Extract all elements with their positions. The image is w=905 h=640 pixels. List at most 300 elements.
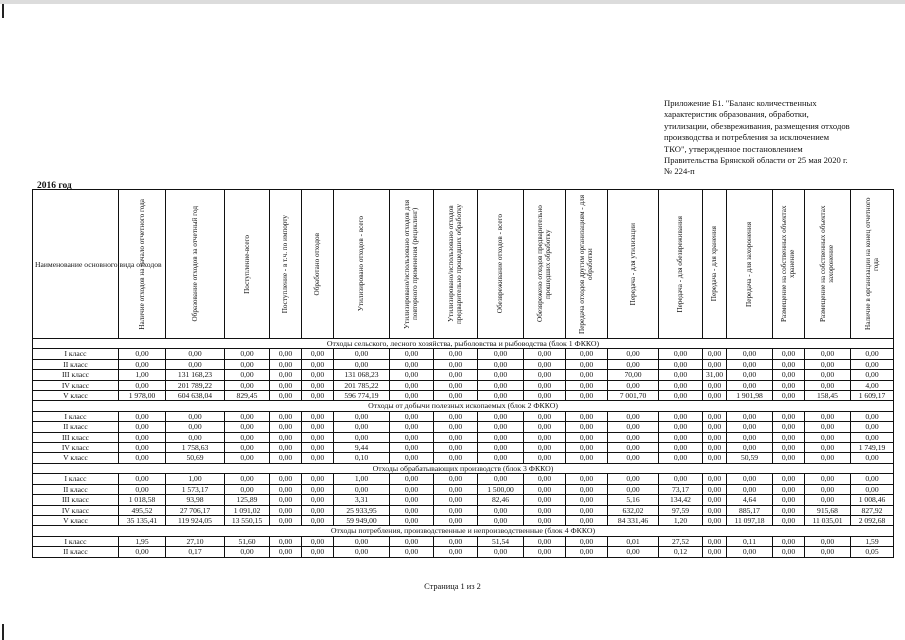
value-cell: 0,00 xyxy=(524,359,566,369)
table-row xyxy=(33,443,894,453)
value-cell: 0,00 xyxy=(390,370,434,380)
value-cell: 829,45 xyxy=(225,391,270,401)
value-cell: 0,00 xyxy=(805,536,851,546)
value-cell: 0,00 xyxy=(851,349,894,359)
table-row xyxy=(33,515,894,525)
value-cell: 0,00 xyxy=(566,536,608,546)
value-cell: 915,68 xyxy=(805,505,851,515)
hazard-class-cell: II класс xyxy=(33,547,119,557)
value-cell: 0,00 xyxy=(805,422,851,432)
value-cell: 82,46 xyxy=(478,495,524,505)
scan-mark-bottom xyxy=(2,624,4,640)
value-cell: 0,00 xyxy=(659,370,703,380)
hazard-class-cell: III класс xyxy=(33,432,119,442)
value-cell: 0,00 xyxy=(478,443,524,453)
value-cell: 0,00 xyxy=(805,349,851,359)
value-cell: 0,00 xyxy=(390,515,434,525)
value-cell: 0,00 xyxy=(566,432,608,442)
value-cell: 0,00 xyxy=(390,453,434,463)
value-cell: 0,00 xyxy=(478,515,524,525)
column-header xyxy=(805,190,851,339)
table-row xyxy=(33,484,894,494)
value-cell: 0,00 xyxy=(727,443,773,453)
value-cell: 0,00 xyxy=(434,495,478,505)
scan-top-edge xyxy=(0,0,905,4)
value-cell: 0,00 xyxy=(773,453,805,463)
column-header-text: Обезвреживание отходов - всего xyxy=(496,214,505,314)
column-header-text: Утилизировано/использовано отходов предварительно прошедших обработку xyxy=(447,204,464,324)
value-cell: 1,20 xyxy=(659,515,703,525)
value-cell: 0,00 xyxy=(608,411,659,421)
value-cell: 13 550,15 xyxy=(225,515,270,525)
block-title: Отходы обрабатывающих производств (блок 3 ФККО) xyxy=(33,463,894,473)
value-cell: 0,00 xyxy=(390,411,434,421)
value-cell: 1 018,58 xyxy=(119,495,166,505)
value-cell: 0,00 xyxy=(524,443,566,453)
value-cell: 0,00 xyxy=(302,484,334,494)
value-cell: 0,00 xyxy=(773,432,805,442)
value-cell: 0,00 xyxy=(270,495,302,505)
value-cell: 11 097,18 xyxy=(727,515,773,525)
appendix-line: утилизации, обезвреживания, размещения отходов xyxy=(664,120,850,131)
value-cell: 0,00 xyxy=(703,422,727,432)
value-cell: 73,17 xyxy=(659,484,703,494)
value-cell: 27,52 xyxy=(659,536,703,546)
value-cell: 0,00 xyxy=(225,443,270,453)
value-cell: 0,00 xyxy=(773,505,805,515)
value-cell: 0,00 xyxy=(478,505,524,515)
value-cell: 0,00 xyxy=(302,453,334,463)
column-header xyxy=(225,190,270,339)
block-title-row xyxy=(33,401,894,411)
value-cell: 495,52 xyxy=(119,505,166,515)
column-header-text: Передача отходов другим организациям - для обработки xyxy=(578,194,595,334)
value-cell: 131 068,23 xyxy=(334,370,390,380)
block-title: Отходы от добычи полезных ископаемых (блок 2 ФККО) xyxy=(33,401,894,411)
value-cell: 0,00 xyxy=(524,422,566,432)
value-cell: 0,00 xyxy=(566,505,608,515)
value-cell: 131 168,23 xyxy=(166,370,225,380)
hazard-class-cell: I класс xyxy=(33,474,119,484)
value-cell: 0,00 xyxy=(478,391,524,401)
value-cell: 0,00 xyxy=(805,370,851,380)
column-header-text: Передача - для обезвреживания xyxy=(676,215,685,313)
value-cell: 0,00 xyxy=(851,453,894,463)
value-cell: 0,00 xyxy=(659,359,703,369)
value-cell: 201 785,22 xyxy=(334,380,390,390)
value-cell: 0,00 xyxy=(270,359,302,369)
value-cell: 0,00 xyxy=(225,432,270,442)
value-cell: 1,00 xyxy=(334,474,390,484)
value-cell: 0,00 xyxy=(773,391,805,401)
block-title: Отходы потребления, производственные и непроизводственные (блок 4 ФККО) xyxy=(33,526,894,536)
value-cell: 0,00 xyxy=(703,411,727,421)
value-cell: 0,00 xyxy=(270,484,302,494)
value-cell: 9,44 xyxy=(334,443,390,453)
value-cell: 0,17 xyxy=(166,547,225,557)
hazard-class-cell: I класс xyxy=(33,411,119,421)
value-cell: 0,00 xyxy=(805,411,851,421)
value-cell: 0,00 xyxy=(566,411,608,421)
value-cell: 0,00 xyxy=(225,411,270,421)
value-cell: 0,00 xyxy=(119,432,166,442)
value-cell: 0,00 xyxy=(390,536,434,546)
value-cell: 0,00 xyxy=(225,349,270,359)
column-header xyxy=(434,190,478,339)
value-cell: 0,00 xyxy=(703,380,727,390)
value-cell: 0,00 xyxy=(703,536,727,546)
value-cell: 0,00 xyxy=(805,443,851,453)
value-cell: 0,00 xyxy=(773,474,805,484)
value-cell: 0,00 xyxy=(805,547,851,557)
value-cell: 0,00 xyxy=(659,391,703,401)
table-row xyxy=(33,422,894,432)
value-cell: 0,00 xyxy=(434,370,478,380)
value-cell: 0,00 xyxy=(773,443,805,453)
column-header xyxy=(659,190,703,339)
value-cell: 0,00 xyxy=(659,349,703,359)
value-cell: 0,00 xyxy=(390,474,434,484)
value-cell: 0,00 xyxy=(659,443,703,453)
value-cell: 0,00 xyxy=(434,349,478,359)
table-row xyxy=(33,432,894,442)
value-cell: 0,00 xyxy=(119,349,166,359)
value-cell: 0,00 xyxy=(566,370,608,380)
hazard-class-cell: IV класс xyxy=(33,443,119,453)
value-cell: 0,00 xyxy=(727,411,773,421)
value-cell: 0,00 xyxy=(390,432,434,442)
value-cell: 0,01 xyxy=(608,536,659,546)
value-cell: 1,00 xyxy=(166,474,225,484)
table-row xyxy=(33,505,894,515)
column-header xyxy=(566,190,608,339)
value-cell: 0,00 xyxy=(703,474,727,484)
hazard-class-cell: V класс xyxy=(33,391,119,401)
appendix-note xyxy=(664,98,874,178)
value-cell: 2 092,68 xyxy=(851,515,894,525)
value-cell: 7 001,70 xyxy=(608,391,659,401)
value-cell: 0,00 xyxy=(608,474,659,484)
value-cell: 0,00 xyxy=(659,422,703,432)
column-header xyxy=(302,190,334,339)
value-cell: 0,00 xyxy=(478,359,524,369)
value-cell: 0,00 xyxy=(773,495,805,505)
block-title-row xyxy=(33,339,894,349)
scan-mark-top xyxy=(2,4,4,18)
value-cell: 0,00 xyxy=(524,547,566,557)
value-cell: 0,00 xyxy=(608,380,659,390)
appendix-line: № 224-п xyxy=(664,166,695,177)
value-cell: 0,00 xyxy=(302,474,334,484)
value-cell: 0,00 xyxy=(524,411,566,421)
value-cell: 0,00 xyxy=(566,391,608,401)
value-cell: 0,00 xyxy=(703,453,727,463)
value-cell: 0,00 xyxy=(659,432,703,442)
value-cell: 0,00 xyxy=(119,411,166,421)
value-cell: 0,00 xyxy=(270,422,302,432)
appendix-line: Правительства Брянской области от 25 мая 2020 г. xyxy=(664,155,848,166)
value-cell: 0,00 xyxy=(851,432,894,442)
value-cell: 0,00 xyxy=(434,547,478,557)
value-cell: 0,00 xyxy=(302,380,334,390)
value-cell: 0,00 xyxy=(270,474,302,484)
value-cell: 0,00 xyxy=(805,432,851,442)
value-cell: 0,00 xyxy=(773,484,805,494)
value-cell: 0,00 xyxy=(434,515,478,525)
column-header xyxy=(727,190,773,339)
value-cell: 0,00 xyxy=(390,547,434,557)
value-cell: 0,00 xyxy=(166,349,225,359)
column-header-text: Размещение на собственных объектах захоронение xyxy=(819,205,836,323)
value-cell: 27 706,17 xyxy=(166,505,225,515)
hazard-class-cell: II класс xyxy=(33,359,119,369)
value-cell: 0,00 xyxy=(608,422,659,432)
value-cell: 1,00 xyxy=(119,370,166,380)
value-cell: 0,00 xyxy=(524,505,566,515)
value-cell: 0,00 xyxy=(119,380,166,390)
value-cell: 0,00 xyxy=(390,391,434,401)
value-cell: 0,00 xyxy=(608,443,659,453)
column-header xyxy=(478,190,524,339)
block-title-row xyxy=(33,463,894,473)
value-cell: 0,00 xyxy=(773,536,805,546)
value-cell: 0,00 xyxy=(703,495,727,505)
table-row xyxy=(33,536,894,546)
value-cell: 0,00 xyxy=(302,349,334,359)
value-cell: 0,00 xyxy=(225,380,270,390)
value-cell: 0,00 xyxy=(524,536,566,546)
value-cell: 0,00 xyxy=(566,380,608,390)
column-header-text: Образование отходов за отчетный год xyxy=(190,206,199,322)
hazard-class-cell: IV класс xyxy=(33,505,119,515)
value-cell: 0,00 xyxy=(302,422,334,432)
block-title: Отходы сельского, лесного хозяйства, рыболовства и рыбоводства (блок 1 ФККО) xyxy=(33,339,894,349)
value-cell: 0,00 xyxy=(566,515,608,525)
value-cell: 0,00 xyxy=(302,359,334,369)
value-cell: 0,00 xyxy=(805,380,851,390)
value-cell: 0,00 xyxy=(434,422,478,432)
value-cell: 0,00 xyxy=(773,380,805,390)
column-header-text: Поступление - в т.ч. по импорту xyxy=(281,214,290,314)
value-cell: 70,00 xyxy=(608,370,659,380)
column-header-name: Наименование основного вида отходов xyxy=(33,190,119,339)
value-cell: 0,00 xyxy=(478,411,524,421)
value-cell: 0,00 xyxy=(703,547,727,557)
value-cell: 0,00 xyxy=(270,536,302,546)
value-cell: 0,00 xyxy=(478,474,524,484)
value-cell: 0,00 xyxy=(851,359,894,369)
hazard-class-cell: I класс xyxy=(33,536,119,546)
column-header xyxy=(851,190,894,339)
column-header-text: Размещение на собственных объектах хранение xyxy=(780,205,797,323)
value-cell: 0,00 xyxy=(302,515,334,525)
value-cell: 59 949,00 xyxy=(334,515,390,525)
value-cell: 1 901,98 xyxy=(727,391,773,401)
value-cell: 0,00 xyxy=(225,547,270,557)
value-cell: 0,00 xyxy=(566,484,608,494)
value-cell: 0,00 xyxy=(334,359,390,369)
value-cell: 827,92 xyxy=(851,505,894,515)
value-cell: 0,10 xyxy=(334,453,390,463)
value-cell: 0,00 xyxy=(390,359,434,369)
value-cell: 0,00 xyxy=(703,432,727,442)
value-cell: 1 978,00 xyxy=(119,391,166,401)
balance-table xyxy=(32,189,894,558)
value-cell: 0,00 xyxy=(805,453,851,463)
hazard-class-cell: V класс xyxy=(33,453,119,463)
value-cell: 0,00 xyxy=(478,370,524,380)
value-cell: 0,00 xyxy=(566,495,608,505)
value-cell: 0,00 xyxy=(805,474,851,484)
value-cell: 0,00 xyxy=(703,515,727,525)
hazard-class-cell: III класс xyxy=(33,370,119,380)
value-cell: 0,00 xyxy=(119,359,166,369)
value-cell: 0,00 xyxy=(566,547,608,557)
page-footer: Страница 1 из 2 xyxy=(424,582,481,591)
table-row xyxy=(33,547,894,557)
value-cell: 0,00 xyxy=(225,422,270,432)
table-row xyxy=(33,411,894,421)
value-cell: 93,98 xyxy=(166,495,225,505)
value-cell: 0,00 xyxy=(608,349,659,359)
value-cell: 0,00 xyxy=(302,411,334,421)
appendix-line: характеристик образования, обработки, xyxy=(664,109,809,120)
value-cell: 0,00 xyxy=(434,536,478,546)
value-cell: 0,00 xyxy=(659,380,703,390)
value-cell: 0,12 xyxy=(659,547,703,557)
value-cell: 0,00 xyxy=(608,547,659,557)
column-header xyxy=(773,190,805,339)
value-cell: 0,00 xyxy=(524,349,566,359)
value-cell: 0,00 xyxy=(334,411,390,421)
column-header xyxy=(270,190,302,339)
value-cell: 0,00 xyxy=(608,359,659,369)
value-cell: 0,00 xyxy=(390,495,434,505)
value-cell: 0,05 xyxy=(851,547,894,557)
value-cell: 0,00 xyxy=(390,349,434,359)
table-row xyxy=(33,349,894,359)
value-cell: 0,00 xyxy=(851,370,894,380)
value-cell: 0,00 xyxy=(566,443,608,453)
value-cell: 0,00 xyxy=(566,349,608,359)
value-cell: 0,00 xyxy=(434,359,478,369)
value-cell: 31,00 xyxy=(703,370,727,380)
value-cell: 0,00 xyxy=(478,547,524,557)
value-cell: 0,00 xyxy=(225,474,270,484)
table-row xyxy=(33,380,894,390)
value-cell: 51,60 xyxy=(225,536,270,546)
value-cell: 0,00 xyxy=(270,515,302,525)
value-cell: 0,00 xyxy=(851,484,894,494)
value-cell: 0,00 xyxy=(703,349,727,359)
value-cell: 0,00 xyxy=(524,453,566,463)
value-cell: 27,10 xyxy=(166,536,225,546)
column-header-text: Наличие в организации на конец отчетного года xyxy=(863,197,880,331)
value-cell: 0,00 xyxy=(119,443,166,453)
value-cell: 0,00 xyxy=(270,547,302,557)
value-cell: 97,59 xyxy=(659,505,703,515)
value-cell: 201 789,22 xyxy=(166,380,225,390)
value-cell: 0,00 xyxy=(302,547,334,557)
value-cell: 0,00 xyxy=(805,359,851,369)
value-cell: 0,00 xyxy=(302,505,334,515)
hazard-class-cell: II класс xyxy=(33,422,119,432)
value-cell: 0,00 xyxy=(851,411,894,421)
value-cell: 1,95 xyxy=(119,536,166,546)
hazard-class-cell: II класс xyxy=(33,484,119,494)
hazard-class-cell: I класс xyxy=(33,349,119,359)
block-title-row xyxy=(33,526,894,536)
value-cell: 885,17 xyxy=(727,505,773,515)
value-cell: 0,00 xyxy=(166,432,225,442)
value-cell: 0,00 xyxy=(478,380,524,390)
value-cell: 1 500,00 xyxy=(478,484,524,494)
value-cell: 0,00 xyxy=(773,359,805,369)
value-cell: 0,00 xyxy=(773,370,805,380)
value-cell: 0,00 xyxy=(270,443,302,453)
value-cell: 0,00 xyxy=(851,422,894,432)
column-header xyxy=(608,190,659,339)
value-cell: 0,00 xyxy=(225,484,270,494)
value-cell: 0,00 xyxy=(302,391,334,401)
value-cell: 50,59 xyxy=(727,453,773,463)
table-row xyxy=(33,453,894,463)
value-cell: 1 758,63 xyxy=(166,443,225,453)
table-row xyxy=(33,495,894,505)
value-cell: 0,00 xyxy=(524,370,566,380)
value-cell: 0,00 xyxy=(659,411,703,421)
value-cell: 0,00 xyxy=(119,547,166,557)
column-header xyxy=(390,190,434,339)
value-cell: 0,00 xyxy=(166,359,225,369)
value-cell: 84 331,46 xyxy=(608,515,659,525)
value-cell: 0,00 xyxy=(119,474,166,484)
column-header-text: Утилизировано отходов - всего xyxy=(357,216,366,312)
value-cell: 119 924,05 xyxy=(166,515,225,525)
value-cell: 0,00 xyxy=(524,474,566,484)
value-cell: 0,00 xyxy=(434,391,478,401)
value-cell: 0,00 xyxy=(608,484,659,494)
value-cell: 0,00 xyxy=(478,453,524,463)
value-cell: 0,00 xyxy=(566,359,608,369)
table-row xyxy=(33,474,894,484)
value-cell: 0,00 xyxy=(851,474,894,484)
value-cell: 596 774,19 xyxy=(334,391,390,401)
column-header-text: Передача - для захоронения xyxy=(745,221,754,307)
hazard-class-cell: IV класс xyxy=(33,380,119,390)
value-cell: 0,00 xyxy=(727,349,773,359)
value-cell: 0,00 xyxy=(703,505,727,515)
table-row xyxy=(33,370,894,380)
value-cell: 0,00 xyxy=(727,380,773,390)
column-header-text: Поступление-всего xyxy=(242,234,251,294)
value-cell: 0,00 xyxy=(390,380,434,390)
appendix-line: ТКО", утвержденное постановлением xyxy=(664,143,803,154)
value-cell: 0,00 xyxy=(703,359,727,369)
value-cell: 1 749,19 xyxy=(851,443,894,453)
value-cell: 0,00 xyxy=(270,411,302,421)
value-cell: 0,00 xyxy=(225,359,270,369)
value-cell: 0,00 xyxy=(773,515,805,525)
value-cell: 0,00 xyxy=(703,391,727,401)
value-cell: 0,00 xyxy=(225,370,270,380)
table-header-row xyxy=(33,190,894,339)
value-cell: 0,00 xyxy=(727,359,773,369)
value-cell: 1 573,17 xyxy=(166,484,225,494)
value-cell: 0,00 xyxy=(727,547,773,557)
value-cell: 3,31 xyxy=(334,495,390,505)
value-cell: 125,89 xyxy=(225,495,270,505)
